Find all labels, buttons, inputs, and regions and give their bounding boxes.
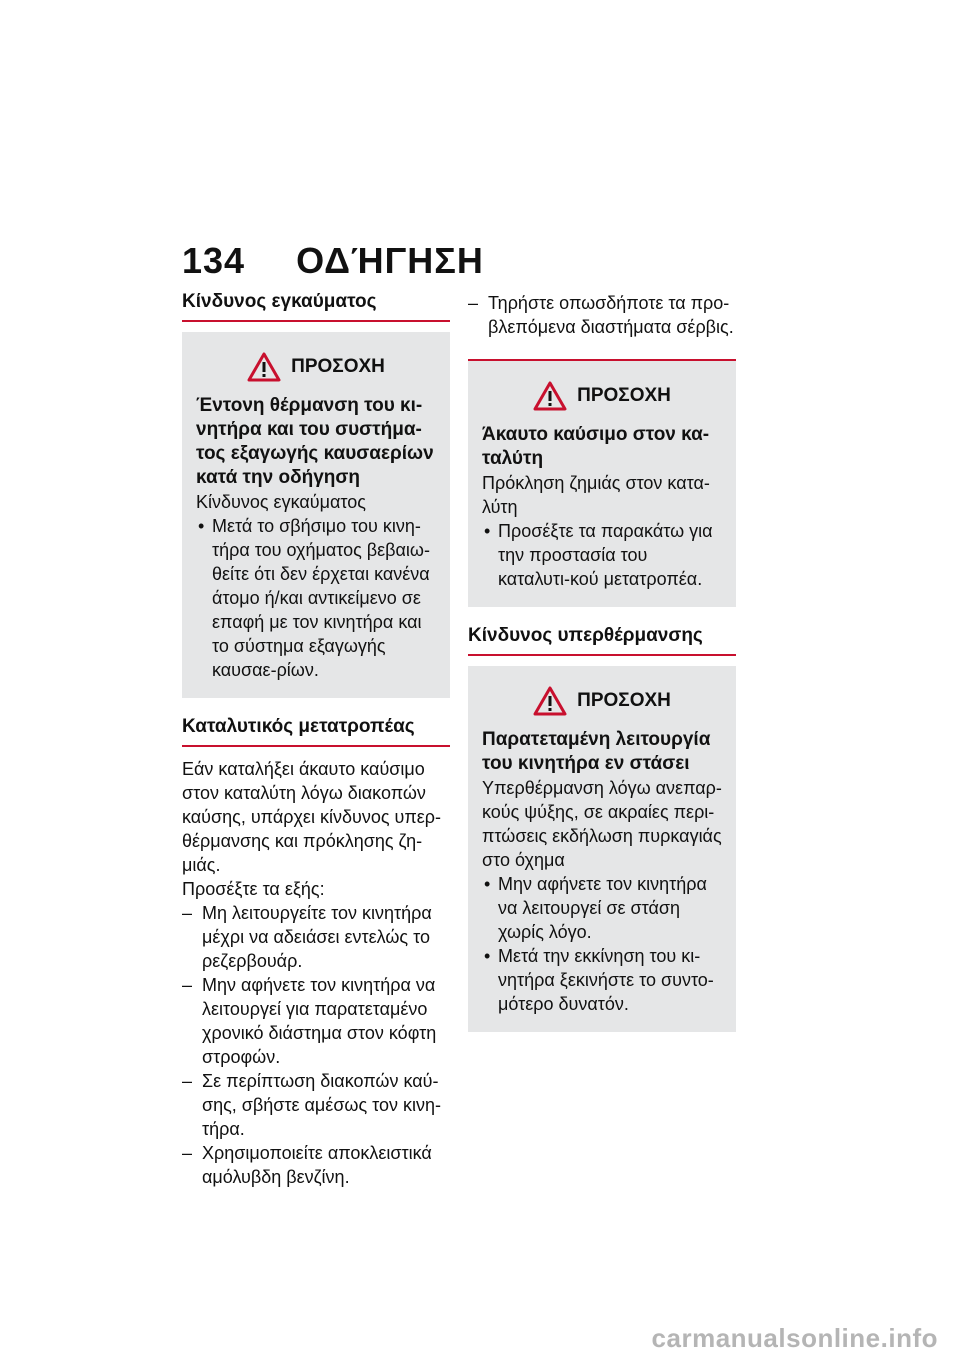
catalyst-paragraph: Εάν καταλήξει άκαυτο καύσιμο στον καταλύτη λόγω διακοπών καύσης, υπάρχει κίνδυνος υπερ-θέρμανσης και πρόκλησης ζη-μιάς.	[182, 759, 442, 875]
warning-bullet-list	[482, 872, 722, 1016]
warning-box-overheat	[468, 666, 736, 1032]
section-heading-overheat: Κίνδυνος υπερθέρμανσης	[468, 623, 736, 656]
page-title: ΟΔΉΓΗΣΗ	[296, 240, 484, 281]
warning-title: ΠΡΟΣΟΧΗ	[577, 690, 671, 711]
right-column	[468, 291, 736, 1048]
list-item: – Μην αφήνετε τον κινητήρα να λειτουργεί για παρατεταμένο χρονικό διάστημα στον κόφτη στροφών.	[182, 973, 450, 1069]
warning-triangle-icon	[533, 686, 567, 716]
list-item: • Προσέξτε τα παρακάτω για την προστασία του καταλυτι-κού μετατροπέα.	[482, 519, 722, 591]
warning-title: ΠΡΟΣΟΧΗ	[577, 385, 671, 406]
list-item: • Μην αφήνετε τον κινητήρα να λειτουργεί σε στάση χωρίς λόγο.	[482, 872, 722, 944]
list-item: – Τηρήστε οπωσδήποτε τα προ-βλεπόμενα διαστήματα σέρβις.	[468, 291, 736, 339]
section-heading-catalyst: Καταλυτικός μετατροπέας	[182, 714, 450, 747]
catalyst-intro: Προσέξτε τα εξής:	[182, 879, 325, 899]
page-number: 134	[182, 240, 246, 281]
warning-lead: Κίνδυνος εγκαύματος	[196, 492, 366, 512]
service-dash-list	[468, 291, 736, 339]
warning-subtitle: Έντονη θέρμανση του κι-νητήρα και του συστήμα-τος εξαγωγής καυσαερίων κατά την οδήγηση	[196, 395, 434, 488]
catalyst-dash-list	[182, 901, 450, 1189]
warning-triangle-icon	[247, 352, 281, 382]
warning-bullet-list	[482, 519, 722, 591]
warning-box-burn	[182, 332, 450, 698]
warning-title: ΠΡΟΣΟΧΗ	[291, 356, 385, 377]
list-item: – Μη λειτουργείτε τον κινητήρα μέχρι να αδειάσει εντελώς το ρεζερβουάρ.	[182, 901, 450, 973]
list-item: • Μετά την εκκίνηση του κι-νητήρα ξεκινήστε το συντο-μότερο δυνατόν.	[482, 944, 722, 1016]
warning-subtitle: Άκαυτο καύσιμο στον κα-ταλύτη	[482, 424, 710, 469]
section-heading-burn: Κίνδυνος εγκαύματος	[182, 289, 450, 322]
warning-lead: Υπερθέρμανση λόγω ανεπαρ-κούς ψύξης, σε ακραίες περι-πτώσεις εκδήλωση πυρκαγιάς στο όχημα	[482, 778, 722, 870]
warning-subtitle: Παρατεταμένη λειτουργία του κινητήρα εν στάσει	[482, 729, 711, 774]
list-item: – Χρησιμοποιείτε αποκλειστικά αμόλυβδη βενζίνη.	[182, 1141, 450, 1189]
warning-bullet-list	[196, 514, 436, 682]
warning-triangle-icon	[533, 381, 567, 411]
left-column	[182, 289, 450, 1189]
watermark: carmanualsonline.info	[651, 1323, 938, 1353]
warning-box-catalyst	[468, 359, 736, 607]
page-header	[182, 240, 484, 282]
warning-header	[482, 686, 722, 716]
list-item: • Μετά το σβήσιμο του κινη-τήρα του οχήματος βεβαιω-θείτε ότι δεν έρχεται κανένα άτομο ή/και αντικείμενο σε επαφή με τον κινητήρα και το σύστημα εξαγωγής καυσαε-ρίων.	[196, 514, 436, 682]
list-item: – Σε περίπτωση διακοπών καύ-σης, σβήστε αμέσως τον κινη-τήρα.	[182, 1069, 450, 1141]
warning-header	[196, 352, 436, 382]
warning-lead: Πρόκληση ζημιάς στον κατα-λύτη	[482, 473, 710, 517]
warning-header	[482, 381, 722, 411]
